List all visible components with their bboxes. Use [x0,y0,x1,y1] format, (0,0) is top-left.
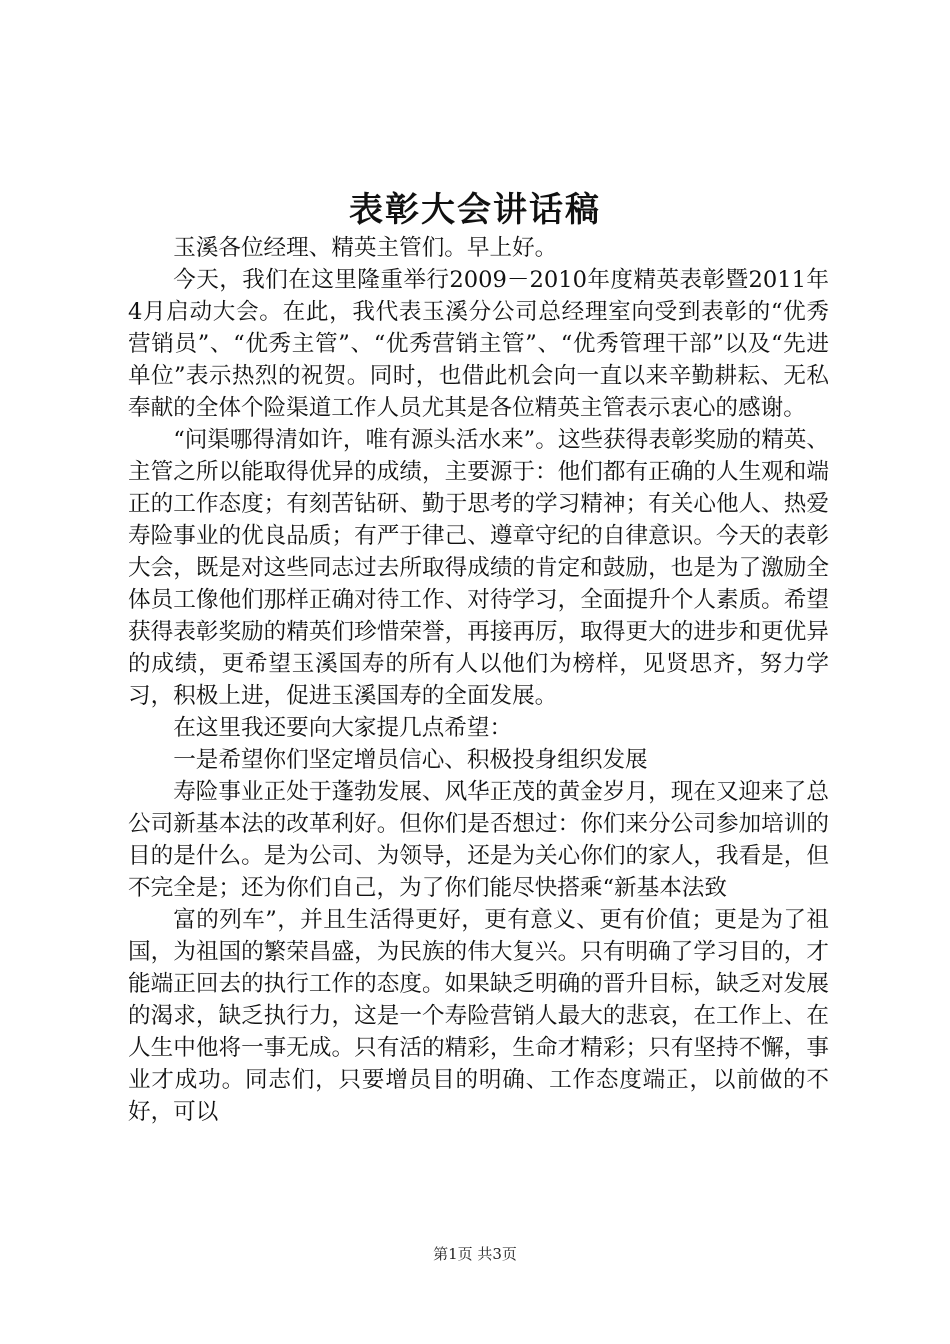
document-body [128,232,829,1128]
paragraph-opening: 今天，我们在这里隆重举行2009－2010年度精英表彰暨2011年4月启动大会。在此，我代表玉溪分公司总经理室向受到表彰的“优秀营销员”、“优秀主管”、“优秀营销主管”、“优秀管理干部”以及“先进单位”表示热烈的祝贺。同时，也借此机会向一直以来辛勤耕耘、无私奉献的全体个险渠道工作人员尤其是各位精英主管表示衷心的感谢。 [128,267,829,421]
page-number: 第1页 共3页 [433,1245,517,1263]
paragraph-career: 寿险事业正处于蓬勃发展、风华正茂的黄金岁月，现在又迎来了总公司新基本法的改革利好。但你们是否想过：你们来分公司参加培训的目的是什么。是为公司、为领导，还是为关心你们的家人，我看是，但不完全是；还为你们自己，为了你们能尽快搭乘“新基本法致 [128,779,829,901]
paragraph-purpose: 富的列车”，并且生活得更好，更有意义、更有价值；更是为了祖国，为祖国的繁荣昌盛，为民族的伟大复兴。只有明确了学习目的，才能端正回去的执行工作的态度。如果缺乏明确的晋升目标，缺乏对发展的渴求，缺乏执行力，这是一个寿险营销人最大的悲哀，在工作上、在人生中他将一事无成。只有活的精彩，生命才精彩；只有坚持不懈，事业才成功。同志们，只要增员目的明确、工作态度端正，以前做的不好，可以 [128,907,829,1125]
paragraph-hope-one: 一是希望你们坚定增员信心、积极投身组织发展 [173,747,648,773]
paragraph-hopes-intro: 在这里我还要向大家提几点希望： [173,715,513,741]
document-title: 表彰大会讲话稿 [349,190,601,230]
paragraph-praise: “问渠哪得清如许，唯有源头活水来”。这些获得表彰奖励的精英、主管之所以能取得优异的成绩，主要源于：他们都有正确的人生观和端正的工作态度；有刻苦钻研、勤于思考的学习精神；有关心他人、热爱寿险事业的优良品质；有严于律己、遵章守纪的自律意识。今天的表彰大会，既是对这些同志过去所取得成绩的肯定和鼓励，也是为了激励全体员工像他们那样正确对待工作、对待学习，全面提升个人素质。希望获得表彰奖励的精英们珍惜荣誉，再接再厉，取得更大的进步和更优异的成绩，更希望玉溪国寿的所有人以他们为榜样，见贤思齐，努力学习，积极上进，促进玉溪国寿的全面发展。 [128,427,829,709]
paragraph-greeting: 玉溪各位经理、精英主管们。早上好。 [173,235,558,261]
